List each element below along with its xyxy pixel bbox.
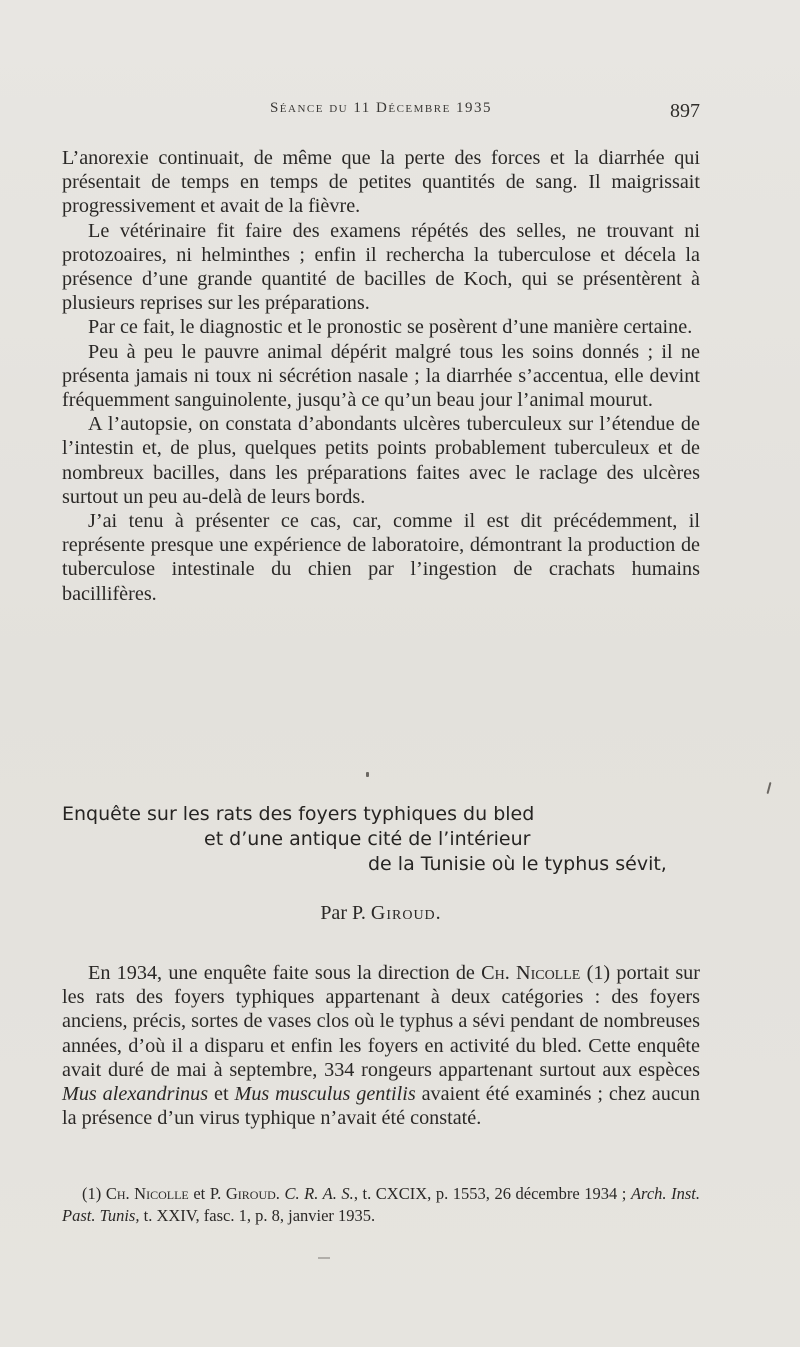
text-run: , t. CXCIX, p. 1553, 26 décembre 1934 ; xyxy=(353,1184,631,1203)
article-byline xyxy=(62,902,700,925)
article-paragraph xyxy=(62,961,700,1130)
text-run: (1) portait sur les rats des foyers typhiques appartenant à deux catégories : des foyers anciens, précis, sortes de vases clos où le typhus a sévi pendant de nombreuses années, d’où il a disparu et enfin les foyers en activité du bled. Cette enquête avait duré de mai à septembre, 334 rongeurs appartenant surtout aux espèces xyxy=(62,962,700,1081)
print-speck xyxy=(766,782,771,794)
running-head xyxy=(62,100,700,128)
text-run: En 1934, une enquête faite sous la direction de xyxy=(88,962,482,984)
continued-article-body xyxy=(62,146,700,606)
text-run: t. XXIV, fasc. 1, p. 8, janvier 1935. xyxy=(139,1206,376,1225)
text-run: . xyxy=(275,1184,285,1203)
article-title-line-2: et d’une antique cité de l’intérieur xyxy=(204,828,531,850)
text-run: avaient été examinés ; chez aucun la présence d’un virus typhique n’avait été constaté. xyxy=(62,1083,700,1130)
print-mark xyxy=(318,1257,330,1259)
article-body xyxy=(62,961,700,1130)
page-number: 897 xyxy=(670,100,700,122)
journal-name: Arch. Inst. Past. Tunis, xyxy=(62,1184,700,1225)
footnote-marker: (1) xyxy=(82,1184,106,1203)
paragraph: L’anorexie continuait, de même que la perte des forces et la diarrhée qui présentait de temps en temps de petites quantités de sang. Il maigrissait progressivement et avait de la fièvre. xyxy=(62,147,700,218)
text-run: et P. xyxy=(188,1184,226,1203)
byline-prefix: Par P. xyxy=(320,902,371,924)
paragraph: Le vétérinaire fit faire des examens répétés des selles, ne trouvant ni protozoaires, ni helminthes ; enfin il rechercha la tuberculose et décela la présence d’une grande quantité de bacilles de Koch, qui se présentèrent à plusieurs reprises sur les préparations. xyxy=(62,219,700,315)
text-run: et xyxy=(208,1083,235,1106)
article-title xyxy=(62,802,700,877)
author-name: Ch. Nicolle xyxy=(481,962,581,984)
species-name: Mus musculus gentilis xyxy=(234,1083,416,1106)
running-title: Séance du 11 Décembre 1935 xyxy=(269,100,493,116)
byline-author: Giroud. xyxy=(370,902,442,924)
paragraph: Par ce fait, le diagnostic et le pronostic se posèrent d’une manière certaine. xyxy=(88,316,693,339)
article-title-line-3: de la Tunisie où le typhus sévit, xyxy=(368,853,667,875)
footnote xyxy=(62,1183,700,1227)
article-title-line-1: Enquête sur les rats des foyers typhiques du bled xyxy=(62,803,535,825)
species-name: Mus alexandrinus xyxy=(62,1083,209,1106)
paragraph: J’ai tenu à présenter ce cas, car, comme il est dit précédemment, il représente presque une expérience de laboratoire, démontrant la production de tuberculose intestinale du chien par l’ingestion de crachats humains bacillifères. xyxy=(62,510,700,605)
paragraph: A l’autopsie, on constata d’abondants ulcères tuberculeux sur l’étendue de l’intestin et, de plus, quelques petits points probablement tuberculeux et de nombreux bacilles, dans les préparations faites avec le raclage des ulcères surtout un peu au-delà de leurs bords. xyxy=(62,413,700,508)
footnote-author: Giroud xyxy=(225,1184,276,1203)
journal-name: C. R. A. S. xyxy=(284,1184,354,1203)
footnote-author: Ch. Nicolle xyxy=(105,1184,189,1203)
print-speck xyxy=(366,772,369,777)
paragraph: Peu à peu le pauvre animal dépérit malgré tous les soins donnés ; il ne présenta jamais ni toux ni sécrétion nasale ; la diarrhée s’accentua, elle devint fréquemment sanguinolente, jusqu’à ce qu’un beau jour l’animal mourut. xyxy=(62,340,700,412)
